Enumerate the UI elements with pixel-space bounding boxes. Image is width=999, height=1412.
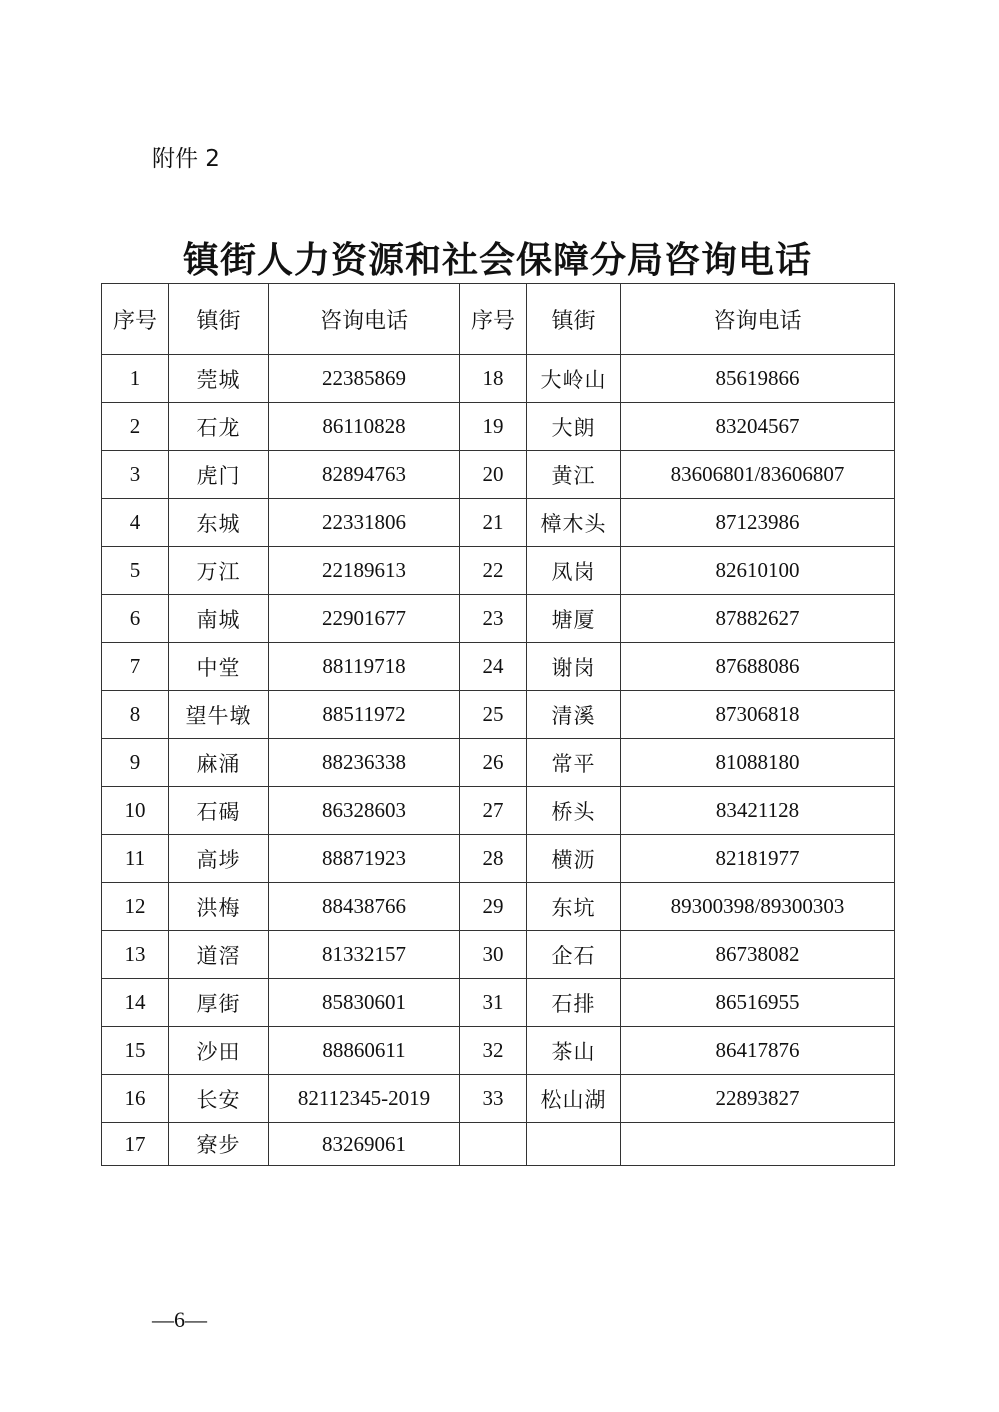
seq-cell: 26 xyxy=(460,739,527,787)
town-cell: 常平 xyxy=(527,739,621,787)
seq-cell: 16 xyxy=(102,1075,169,1123)
phone-cell: 22893827 xyxy=(621,1075,895,1123)
phone-cell: 86110828 xyxy=(269,403,460,451)
table-row xyxy=(102,1075,895,1123)
phone-cell: 87688086 xyxy=(621,643,895,691)
seq-cell: 15 xyxy=(102,1027,169,1075)
seq-cell: 32 xyxy=(460,1027,527,1075)
town-cell: 石碣 xyxy=(169,787,269,835)
town-cell: 黄江 xyxy=(527,451,621,499)
seq-cell: 8 xyxy=(102,691,169,739)
phone-cell: 83269061 xyxy=(269,1123,460,1166)
phone-cell: 83204567 xyxy=(621,403,895,451)
table-row xyxy=(102,595,895,643)
header-phone-right: 咨询电话 xyxy=(621,284,895,355)
town-cell: 长安 xyxy=(169,1075,269,1123)
town-cell: 茶山 xyxy=(527,1027,621,1075)
seq-cell: 9 xyxy=(102,739,169,787)
phone-cell: 87123986 xyxy=(621,499,895,547)
attachment-label: 附件 2 xyxy=(152,146,220,172)
table-row xyxy=(102,355,895,403)
page-number: —6— xyxy=(152,1307,207,1332)
seq-cell: 22 xyxy=(460,547,527,595)
phone-cell: 87306818 xyxy=(621,691,895,739)
town-cell: 凤岗 xyxy=(527,547,621,595)
phone-cell: 85830601 xyxy=(269,979,460,1027)
seq-cell: 3 xyxy=(102,451,169,499)
phone-cell: 22331806 xyxy=(269,499,460,547)
phone-cell: 89300398/89300303 xyxy=(621,883,895,931)
phone-cell: 85619866 xyxy=(621,355,895,403)
town-cell: 清溪 xyxy=(527,691,621,739)
town-cell: 莞城 xyxy=(169,355,269,403)
town-cell: 望牛墩 xyxy=(169,691,269,739)
phone-cell: 86328603 xyxy=(269,787,460,835)
town-cell: 谢岗 xyxy=(527,643,621,691)
seq-cell: 18 xyxy=(460,355,527,403)
table-row xyxy=(102,787,895,835)
phone-cell: 22901677 xyxy=(269,595,460,643)
seq-cell: 12 xyxy=(102,883,169,931)
table-header-row xyxy=(102,284,895,355)
table-row xyxy=(102,547,895,595)
phone-cell xyxy=(621,1123,895,1166)
header-town-right: 镇街 xyxy=(527,284,621,355)
contact-table xyxy=(101,283,895,1166)
seq-cell: 5 xyxy=(102,547,169,595)
town-cell: 桥头 xyxy=(527,787,621,835)
town-cell: 寮步 xyxy=(169,1123,269,1166)
table-row xyxy=(102,499,895,547)
seq-cell: 28 xyxy=(460,835,527,883)
seq-cell: 19 xyxy=(460,403,527,451)
seq-cell: 25 xyxy=(460,691,527,739)
town-cell: 横沥 xyxy=(527,835,621,883)
table-row xyxy=(102,403,895,451)
phone-cell: 86516955 xyxy=(621,979,895,1027)
seq-cell: 4 xyxy=(102,499,169,547)
phone-cell: 22385869 xyxy=(269,355,460,403)
table-row xyxy=(102,643,895,691)
seq-cell: 13 xyxy=(102,931,169,979)
table-row xyxy=(102,931,895,979)
town-cell: 石排 xyxy=(527,979,621,1027)
table-row xyxy=(102,883,895,931)
town-cell: 大岭山 xyxy=(527,355,621,403)
phone-cell: 83606801/83606807 xyxy=(621,451,895,499)
town-cell: 南城 xyxy=(169,595,269,643)
header-town-left: 镇街 xyxy=(169,284,269,355)
seq-cell: 20 xyxy=(460,451,527,499)
seq-cell: 33 xyxy=(460,1075,527,1123)
town-cell: 樟木头 xyxy=(527,499,621,547)
phone-cell: 83421128 xyxy=(621,787,895,835)
seq-cell: 7 xyxy=(102,643,169,691)
town-cell: 塘厦 xyxy=(527,595,621,643)
table-row xyxy=(102,1123,895,1166)
table-row xyxy=(102,739,895,787)
town-cell: 厚街 xyxy=(169,979,269,1027)
table-row xyxy=(102,835,895,883)
town-cell: 麻涌 xyxy=(169,739,269,787)
seq-cell: 27 xyxy=(460,787,527,835)
phone-cell: 88119718 xyxy=(269,643,460,691)
phone-cell: 87882627 xyxy=(621,595,895,643)
town-cell: 洪梅 xyxy=(169,883,269,931)
phone-cell: 86417876 xyxy=(621,1027,895,1075)
seq-cell: 21 xyxy=(460,499,527,547)
town-cell: 松山湖 xyxy=(527,1075,621,1123)
phone-cell: 82112345-2019 xyxy=(269,1075,460,1123)
phone-cell: 82894763 xyxy=(269,451,460,499)
phone-cell: 88438766 xyxy=(269,883,460,931)
phone-cell: 88871923 xyxy=(269,835,460,883)
town-cell: 虎门 xyxy=(169,451,269,499)
phone-cell: 88860611 xyxy=(269,1027,460,1075)
seq-cell: 23 xyxy=(460,595,527,643)
town-cell: 大朗 xyxy=(527,403,621,451)
page-title: 镇街人力资源和社会保障分局咨询电话 xyxy=(182,239,812,281)
seq-cell: 1 xyxy=(102,355,169,403)
phone-cell: 22189613 xyxy=(269,547,460,595)
town-cell: 道滘 xyxy=(169,931,269,979)
seq-cell: 11 xyxy=(102,835,169,883)
table-row xyxy=(102,1027,895,1075)
seq-cell: 30 xyxy=(460,931,527,979)
town-cell: 沙田 xyxy=(169,1027,269,1075)
town-cell: 中堂 xyxy=(169,643,269,691)
phone-cell: 88236338 xyxy=(269,739,460,787)
seq-cell: 10 xyxy=(102,787,169,835)
seq-cell: 29 xyxy=(460,883,527,931)
town-cell: 东坑 xyxy=(527,883,621,931)
table-row xyxy=(102,691,895,739)
town-cell: 东城 xyxy=(169,499,269,547)
header-no-left: 序号 xyxy=(102,284,169,355)
header-no-right: 序号 xyxy=(460,284,527,355)
seq-cell: 14 xyxy=(102,979,169,1027)
seq-cell: 17 xyxy=(102,1123,169,1166)
seq-cell: 31 xyxy=(460,979,527,1027)
town-cell xyxy=(527,1123,621,1166)
seq-cell: 6 xyxy=(102,595,169,643)
town-cell: 万江 xyxy=(169,547,269,595)
phone-cell: 81088180 xyxy=(621,739,895,787)
town-cell: 企石 xyxy=(527,931,621,979)
seq-cell: 24 xyxy=(460,643,527,691)
seq-cell: 2 xyxy=(102,403,169,451)
phone-cell: 86738082 xyxy=(621,931,895,979)
seq-cell xyxy=(460,1123,527,1166)
table-row xyxy=(102,451,895,499)
town-cell: 高埗 xyxy=(169,835,269,883)
phone-cell: 82610100 xyxy=(621,547,895,595)
header-phone-left: 咨询电话 xyxy=(269,284,460,355)
phone-cell: 88511972 xyxy=(269,691,460,739)
town-cell: 石龙 xyxy=(169,403,269,451)
phone-cell: 81332157 xyxy=(269,931,460,979)
table-row xyxy=(102,979,895,1027)
phone-cell: 82181977 xyxy=(621,835,895,883)
